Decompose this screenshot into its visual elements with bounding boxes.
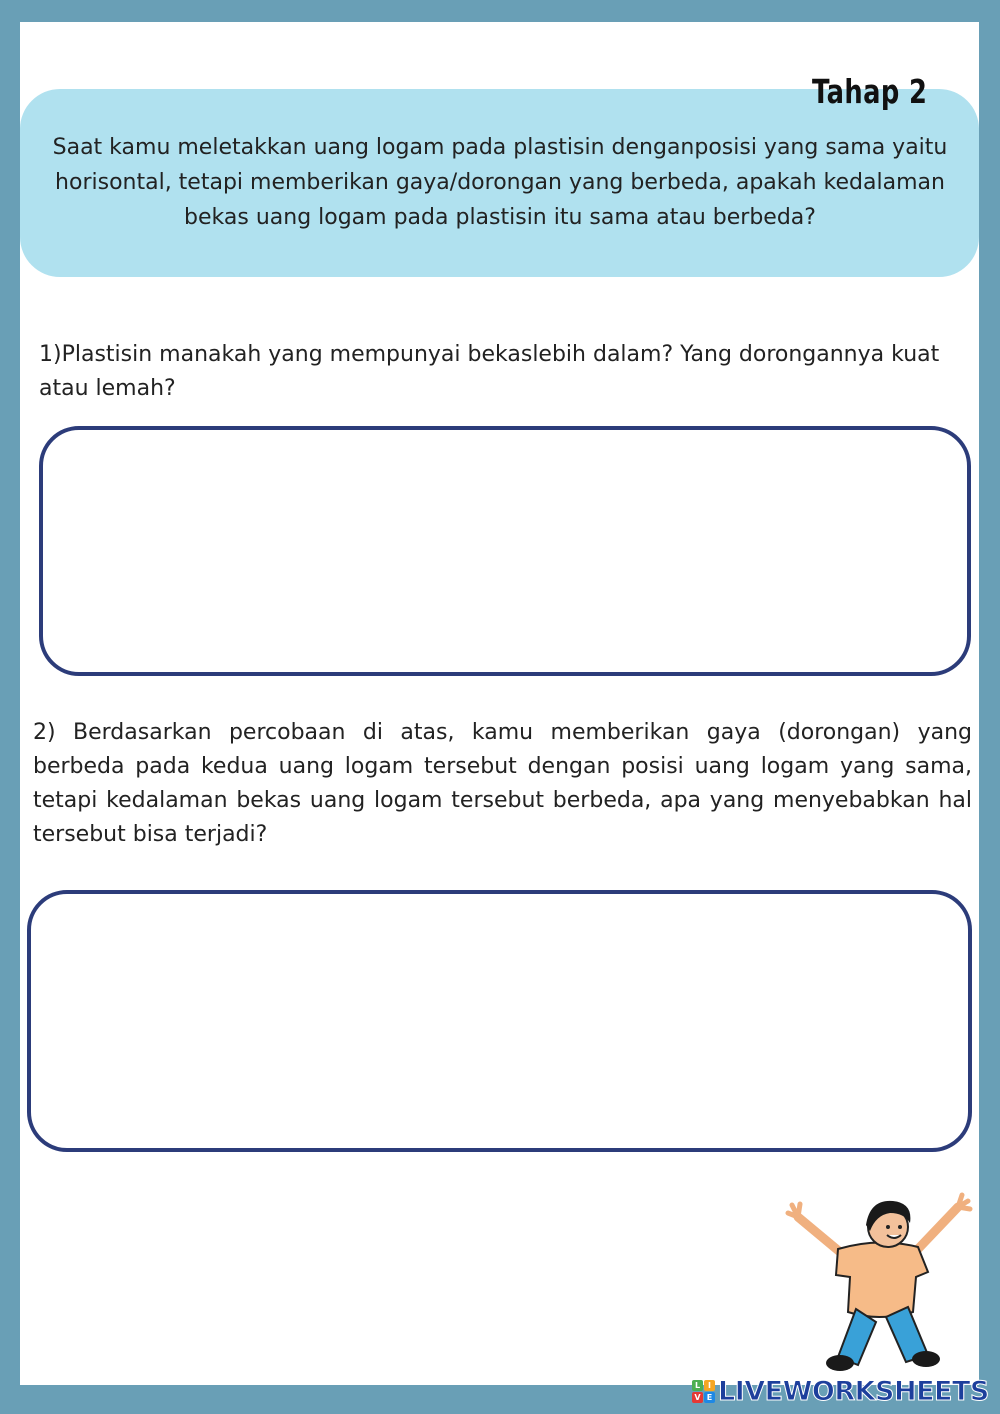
logo-mark-icon: L I V E [692,1380,715,1403]
answer-box-1[interactable] [39,426,971,676]
jumping-kid-illustration [778,1187,978,1385]
question-1-text: 1)Plastisin manakah yang mempunyai bekaslebih dalam? Yang dorongannya kuat atau lemah? [39,342,940,401]
logo-text: LIVEWORKSHEETS [718,1375,989,1407]
question-2-text: 2) Berdasarkan percobaan di atas, kamu memberikan gaya (dorongan) yang berbeda pada kedua uang logam tersebut dengan posisi uang logam yang sama, tetapi kedalaman bekas uang logam tersebut berbeda, apa yang menyebabkan hal tersebut bisa terjadi? [33,720,972,847]
worksheet-page [20,22,979,1385]
answer-box-2[interactable] [27,890,972,1152]
stage-title: Tahap 2 [812,72,928,111]
intro-question: Saat kamu meletakkan uang logam pada plastisin denganposisi yang sama yaitu horisontal, tetapi memberikan gaya/dorongan yang berbeda, apakah kedalaman bekas uang logam pada plastisin itu sama atau berbeda? [52,135,948,230]
liveworksheets-logo [692,1376,989,1406]
